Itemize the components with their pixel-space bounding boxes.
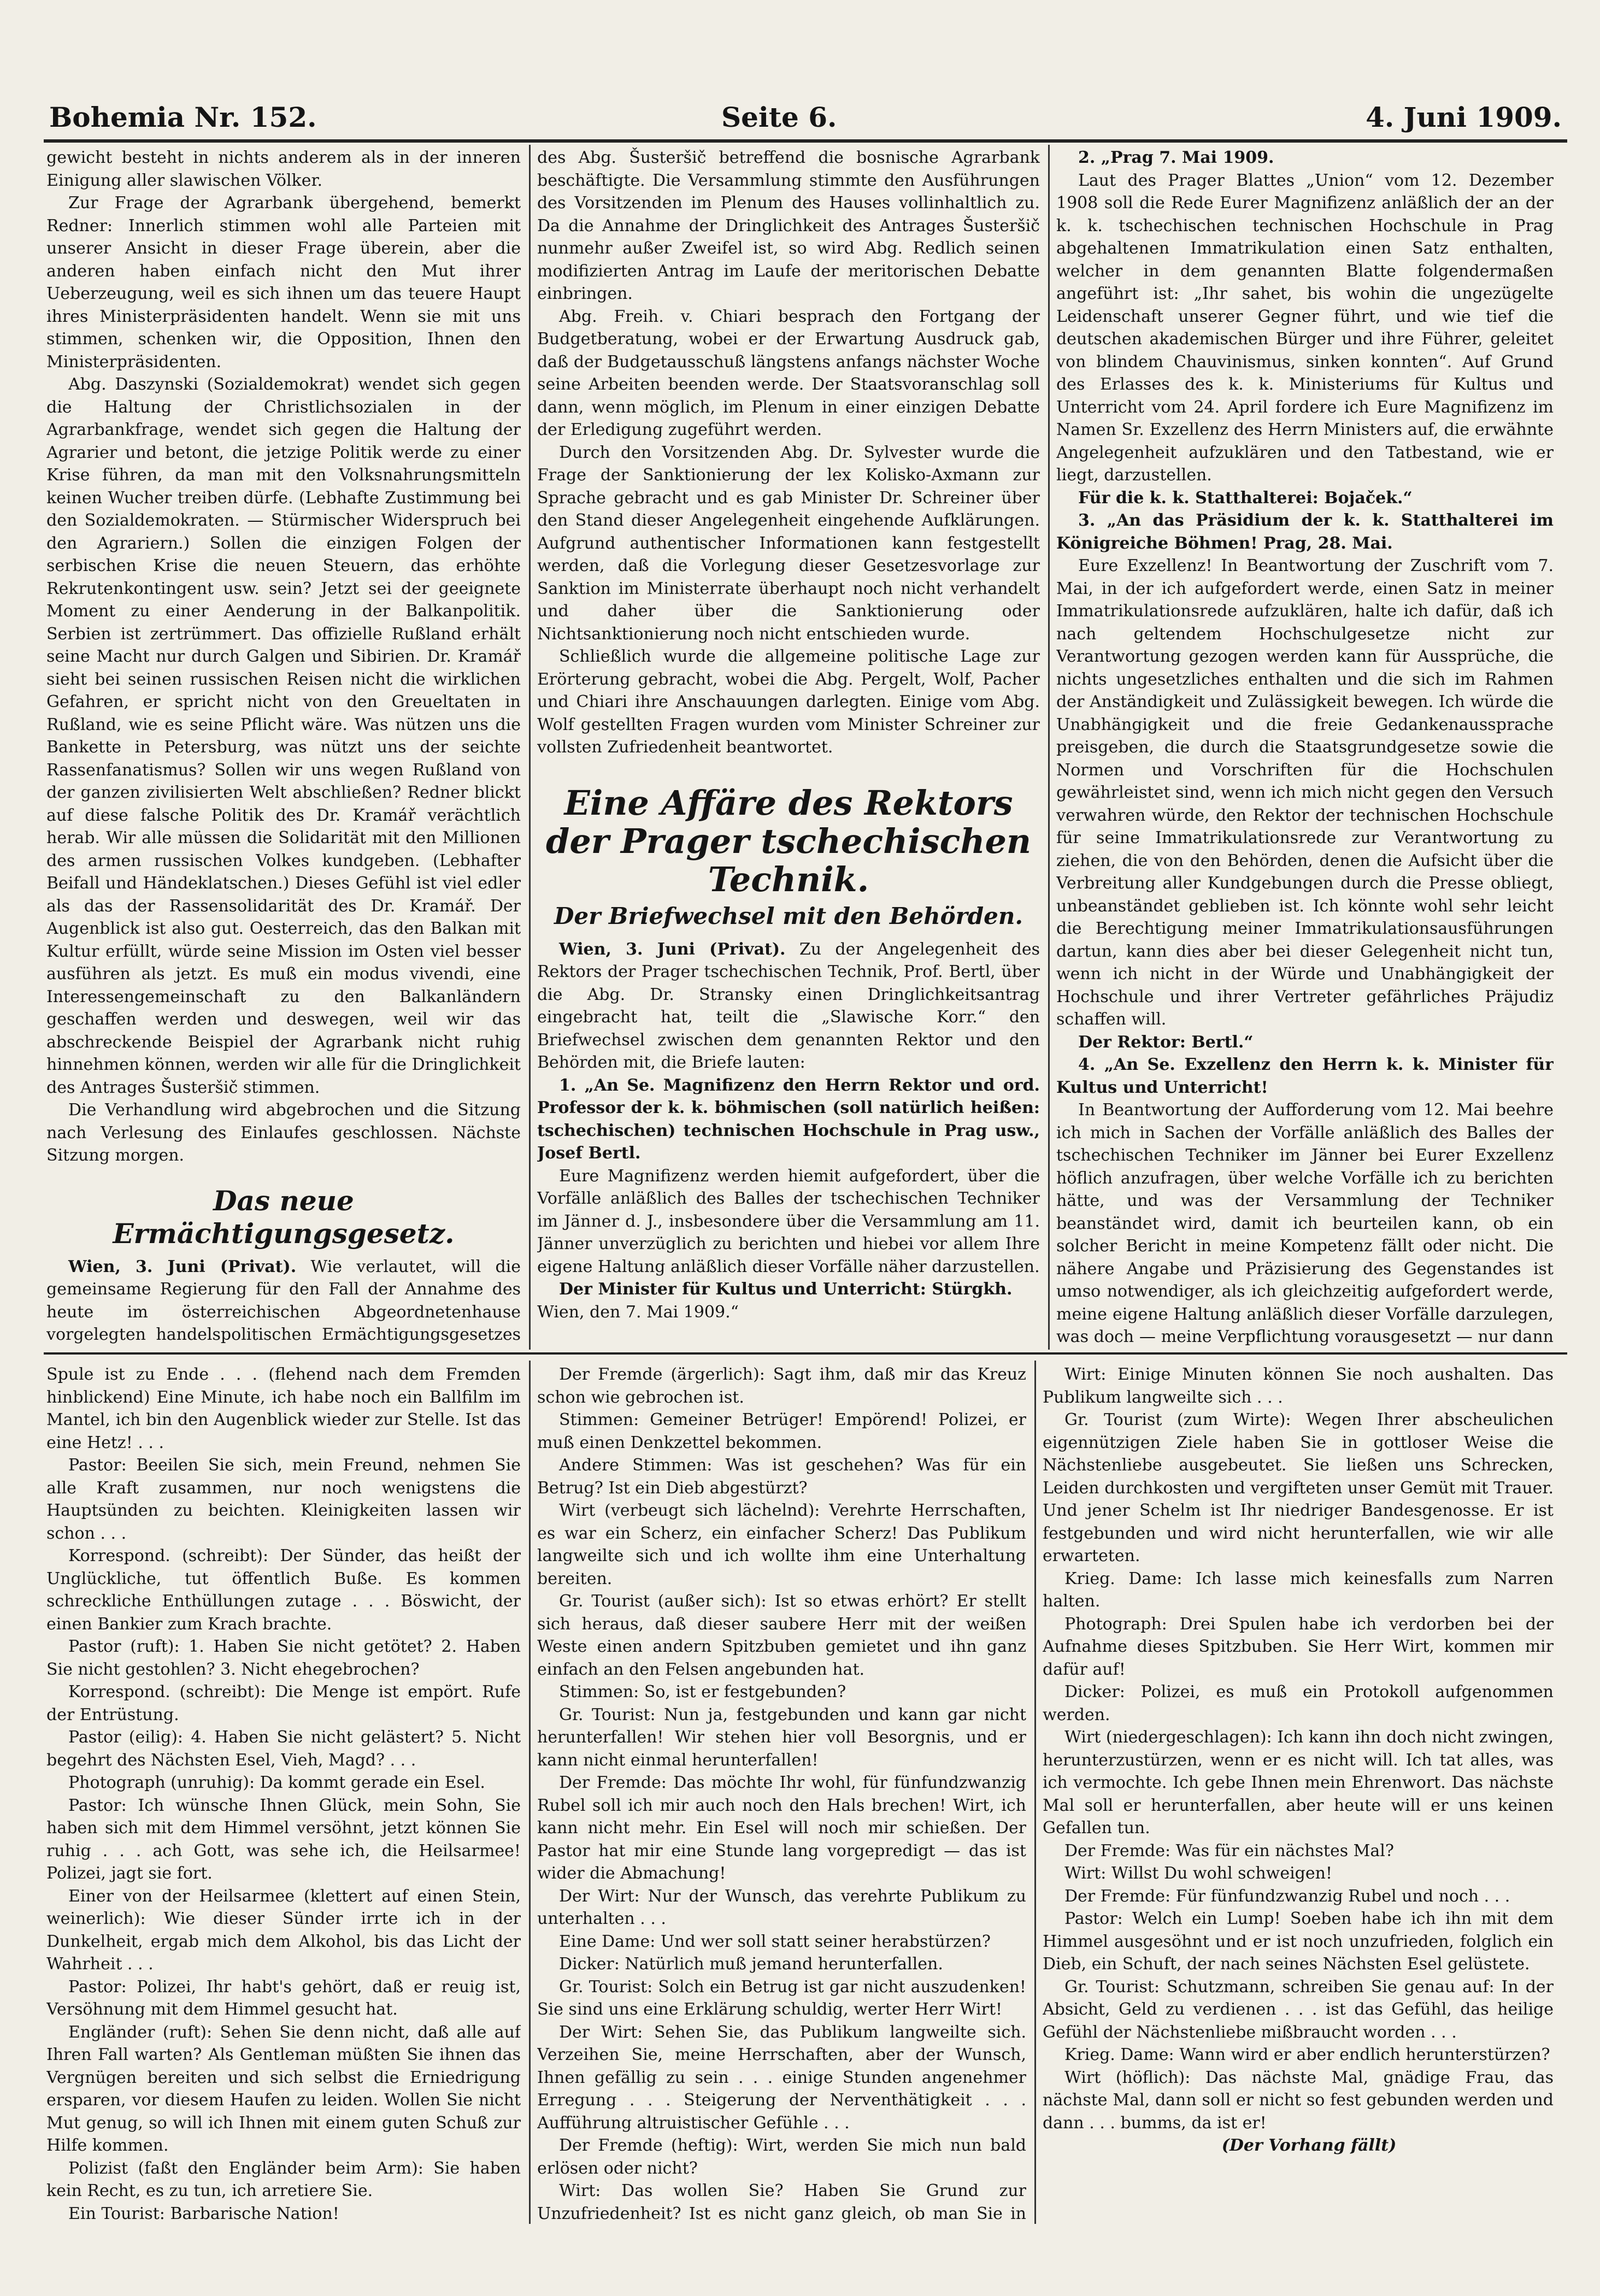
letter-heading: 2. „Prag 7. Mai 1909. xyxy=(1078,148,1274,167)
dialogue-line xyxy=(46,2225,521,2227)
dialogue-line: Dicker: Polizei, es muß ein Protokoll aufgenommen werden. xyxy=(1043,1682,1554,1724)
page-header xyxy=(44,101,1567,139)
issue-date: 4. Juni 1909. xyxy=(1366,101,1562,133)
paragraph: Abg. Freih. v. Chiari besprach den Fortgang der Budgetberatung, wobei er der Erwartung Ausdruck gab, daß der Budgetausschuß längstens anfangs nächster Woche seine Arbeiten beenden werde. Der Staatsvoranschlag soll dann, wenn möglich, im Plenum in einer einzigen Debatte der Erledigung zugeführt werden. xyxy=(537,307,1040,439)
letter-signature: Der Rektor: Bertl.“ xyxy=(1078,1032,1254,1052)
dialogue-line: Korrespond. (schreibt): Die Menge ist empört. Rufe der Entrüstung. xyxy=(46,1682,521,1724)
letter-heading: 1. „An Se. Magnifizenz den Herrn Rektor und ord. Professor der k. k. böhmischen (soll natürlich heißen: tschechischen) technischen Hochschule in Prag usw., Josef Bertl. xyxy=(537,1075,1040,1163)
dialogue-line: Polizist (faßt den Engländer beim Arm): Sie haben kein Recht, es zu tun, ich arretiere Sie. xyxy=(46,2158,521,2200)
dialogue-line: Pastor (ruft): 1. Haben Sie nicht getötet? 2. Haben Sie nicht gestohlen? 3. Nicht ehegebrochen? xyxy=(46,1637,521,1679)
dialogue-line: Wirt: Das wollen Sie? Haben Sie Grund zur Unzufriedenheit? Ist es nicht ganz gleich, ob man Sie in xyxy=(537,2181,1026,2223)
dialogue-line: Ein Tourist: Barbarische Nation! xyxy=(68,2204,339,2223)
article-text: Zu der Angelegenheit des Rektors der Prager tschechischen Technik, Prof. Bertl, über die Abg. Dr. Stransky einen Dringlichkeitsantrag eingebracht hat, teilt die „Slawische Korr.“ den Briefwechsel zwischen dem genannten Rektor und den Behörden mit, die Briefe lauten: xyxy=(537,939,1040,1072)
dialogue-line: Spule ist zu Ende . . . (flehend nach dem Fremden hinblickend) Eine Minute, ich habe noch ein Ballfilm im Mantel, ich bin den Augenblick wieder zur Stelle. Ist das eine Hetz! . . . xyxy=(46,1365,521,1452)
dialogue-line: Krieg. Dame: Wann wird er aber endlich herunterstürzen? xyxy=(1064,2045,1550,2064)
bottom-column-1 xyxy=(46,1363,521,2227)
paragraph: gewicht besteht in nichts anderem als in der inneren Einigung aller slawischen Völker. xyxy=(46,148,521,190)
page-number: Seite 6. xyxy=(721,101,837,133)
dialogue-line: Stimmen: So, ist er festgebunden? xyxy=(559,1682,846,1702)
bottom-column-3 xyxy=(1043,1363,1554,2227)
article-subheadline: Der Briefwechsel mit den Behörden. xyxy=(554,902,1023,929)
dialogue-line: Wirt: Einige Minuten können Sie noch aushalten. Das Publikum langweilte sich . . . xyxy=(1043,1365,1554,1407)
dateline: Wien, 3. Juni (Privat). xyxy=(559,939,786,959)
top-column-2 xyxy=(537,146,1040,1349)
feuilleton-rule xyxy=(44,1352,1567,1355)
dialogue-line: Gr. Tourist: Nun ja, festgebunden und kann gar nicht herunterfallen! Wir stehen hier voll Besorgnis, und er kann nicht einmal herunterfallen! xyxy=(537,1705,1026,1770)
dialogue-line: Der Fremde: Was für ein nächstes Mal? xyxy=(1064,1841,1394,1861)
paragraph: Abg. Daszynski (Sozialdemokrat) wendet sich gegen die Haltung der Christlichsozialen in der Agrarbankfrage, wendet sich gegen die Haltung der Agrarier und betont, die jetzige Politik werde zu einer Krise führen, da man mit den Volksnahrungsmitteln keinen Wucher treiben dürfe. (Lebhafte Zustimmung bei den Sozialdemokraten. — Stürmischer Widerspruch bei den Agrariern.) Sollen die einzigen Folgen der serbischen Krise die neuen Steuern, das erhöhte Rekrutenkontingent usw. sein? Jetzt sei der geeignete Moment zu einer Aenderung in der Balkanpolitik. Serbien ist zertrümmert. Das offizielle Rußland erhält seine Macht nur durch Galgen und Sibirien. Dr. Kramář sieht bei seinen russischen Reisen nicht die wirklichen Gefahren, er spricht nicht von den Greueltaten in Rußland, wie es seine Pflicht wäre. Was nützen uns die Bankette in Petersburg, was nützt uns der seichte Rassenfanatismus? Sollen wir uns wegen Rußland von der ganzen zivilisierten Welt abschließen? Redner blickt auf diese falsche Politik des Dr. Kramář verächtlich herab. Wir alle müssen die Solidarität mit den Millionen des armen russischen Volkes kundgeben. (Lebhafter Beifall und Händeklatschen.) Dieses Gefühl ist viel edler als das der Rassensolidarität des Dr. Kramář. Der Augenblick ist also gut. Oesterreich, das den Balkan mit Kultur erfüllt, würde seine Mission im Osten viel besser ausführen als jetzt. Es muß ein modus vivendi, eine Interessengemeinschaft zu den Balkanländern geschaffen werden und deswegen, weil wir das abschreckende Beispiel der Agrarbank nicht ruhig hinnehmen können, werden wir alle für die Dringlichkeit des Antrages Šusteršič stimmen. xyxy=(46,375,521,1097)
bottom-column-2 xyxy=(537,1363,1026,2227)
dialogue-line: Wirt (verbeugt sich lächelnd): Verehrte Herrschaften, es war ein Scherz, ein einfacher Scherz! Das Publikum langweilte sich und ich wollte ihm eine Unterhaltung bereiten. xyxy=(537,1501,1026,1588)
letter-body: Laut des Prager Blattes „Union“ vom 12. Dezember 1908 soll die Rede Eurer Magnifizenz anläßlich der an der k. k. tschechischen technischen Hochschule in Prag abgehaltenen Immatrikulation einen Satz enthalten, welcher in dem genannten Blatte folgendermaßen angeführt ist: „Ihr sahet, bis wohin die ungezügelte Leidenschaft unserer Gegner führt, und wie tief die deutschen akademischen Bürger und ihre Führer, geleitet von blindem Chauvinismus, sinken konnten“. Auf Grund des Erlasses des k. k. Ministeriums für Kultus und Unterricht vom 24. April fordere ich Eure Magnifizenz im Namen Sr. Exzellenz des Herrn Ministers auf, die erwähnte Angelegenheit aufzuklären und den Tatbestand, wie er liegt, darzustellen. xyxy=(1056,170,1554,485)
paragraph: Schließlich wurde die allgemeine politische Lage zur Erörterung gebracht, wobei die Abg. Pergelt, Wolf, Pacher und Chiari ihre Anschauungen darlegten. Einige vom Abg. Wolf gestellten Fragen wurden vom Minister Schreiner zur vollsten Zufriedenheit beantwortet. xyxy=(537,647,1040,757)
letter-body: In Beantwortung der Aufforderung vom 12. Mai beehre ich mich in Sachen der Vorfälle anläßlich des Balles der tschechischen Techniker im Jänner bei Eurer Exzellenz höflich anzufragen, über welche Vorfälle ich zu berichten hätte, und was der Versammlung der Techniker beanständet wird, damit ich beurteilen kann, ob ein solcher Bericht in meine Kompetenz fällt oder nicht. Die nähere Angabe und Präzisierung des Gegenstandes ist umso notwendiger, als ich gleichzeitig aufgefordert werde, meine eigene Haltung anläßlich dieser Vorfälle darzulegen, was doch — meine Verpflichtung vorausgesetzt — nur dann xyxy=(1056,1100,1554,1346)
top-column-3 xyxy=(1056,146,1554,1349)
column-rule-4 xyxy=(1034,1361,1036,2224)
dialogue-line: Stimmen: Gemeiner Betrüger! Empörend! Polizei, er muß einen Denkzettel bekommen. xyxy=(537,1410,1026,1452)
letter-heading: 3. „An das Präsidium der k. k. Statthalterei im Königreiche Böhmen! Prag, 28. Mai. xyxy=(1056,511,1554,553)
dialogue-line: Wirt (niedergeschlagen): Ich kann ihn doch nicht zwingen, herunterzustürzen, wenn er es nicht will. Ich tat alles, was ich vermochte. Ich gebe Ihnen mein Ehrenwort. Das nächste Mal soll er herunterfallen, aber heute will er uns keinen Gefallen tun. xyxy=(1043,1728,1554,1838)
dialogue-line: Engländer (ruft): Sehen Sie denn nicht, daß alle auf Ihren Fall warten? Als Gentleman müßten Sie ihnen das Vergnügen bereiten und sich selbst die Erniedrigung ersparen, vor diesem Haufen zu leiden. Wollen Sie nicht Mut genug, so will ich Ihnen mit einem guten Schuß zur Hilfe kommen. xyxy=(46,2022,521,2155)
paragraph: Die Verhandlung wird abgebrochen und die Sitzung nach Verlesung des Einlaufes geschlossen. Nächste Sitzung morgen. xyxy=(46,1100,521,1165)
column-rule-3 xyxy=(529,1361,531,2224)
letter-body: Eure Exzellenz! In Beantwortung der Zuschrift vom 7. Mai, in der ich aufgefordert werde, einen Satz in meiner Immatrikulationsrede aufzuklären, halte ich dafür, daß ich nach geltendem Hochschulgesetze nicht zur Verantwortung gezogen werden kann für Aussprüche, die nichts ungesetzliches enthalten und die sich im Rahmen der Anständigkeit und Zulässigkeit bewegen. Ich würde die Unabhängigkeit und die freie Gedankenaussprache preisgeben, die durch die Staatsgrundgesetze sowie die Normen und Vorschriften für die Hochschulen gewährleistet sind, wenn ich mich nicht gegen den Versuch verwahren würde, den Rektor der technischen Hochschule für seine Immatrikulationsrede zur Verantwortung zu ziehen, die von den Behörden, denen die Aufsicht über die Verbreitung aller Kundgebungen durch die Presse obliegt, unbeanständet geblieben ist. Ich könnte wohl sehr leicht die Berechtigung meiner Immatrikulationsausführungen dartun, kann dies aber bei dieser Gelegenheit nicht tun, wenn ich nicht in der Würde und Unabhängigkeit der Hochschule und ihrer Vertreter gefährliches Präjudiz schaffen will. xyxy=(1056,556,1554,1029)
dateline: Wien, 3. Juni (Privat). xyxy=(68,1257,297,1276)
letter-signature: Für die k. k. Statthalterei: Bojaček.“ xyxy=(1078,488,1413,508)
letter-date: Wien, den 7. Mai 1909.“ xyxy=(537,1302,739,1322)
paragraph: Zur Frage der Agrarbank übergehend, bemerkt Redner: Innerlich stimmen wohl alle Parteien mit unserer Ansicht in dieser Frage überein, aber die anderen haben einfach nicht den Mut ihrer Ueberzeugung, weil es sich ihnen um das teuere Haupt ihres Ministerpräsidenten handelt. Wenn sie mit uns stimmen, schenken wir, die Opposition, Ihnen den Ministerpräsidenten. xyxy=(46,193,521,372)
dialogue-line: Andere Stimmen: Was ist geschehen? Was für ein Betrug? Ist ein Dieb abgestürzt? xyxy=(537,1456,1026,1498)
dialogue-line: Krieg. Dame: Ich lasse mich keinesfalls zum Narren halten. xyxy=(1043,1569,1554,1611)
header-rule xyxy=(44,139,1567,143)
dialogue-line: Dicker: Natürlich muß jemand herunterfallen. xyxy=(559,1954,943,1974)
article-text: Wie verlautet, will die gemeinsame Regierung für den Fall der Annahme des heute im österreichischen Abgeordnetenhause vorgelegten handelspolitischen Ermächtigungsgesetzes xyxy=(46,1257,521,1344)
dialogue-line: Pastor: Beeilen Sie sich, mein Freund, nehmen Sie alle Kraft zusammen, nur noch wenigstens die Hauptsünden zu beichten. Kleinigkeiten lassen wir schon . . . xyxy=(46,1456,521,1543)
curtain-note: (Der Vorhang fällt) xyxy=(1221,2136,1397,2155)
dialogue-line: Pastor: Welch ein Lump! Soeben habe ich ihn mit dem Himmel ausgesöhnt und er ist noch unzufrieden, folglich ein Dieb, ein Schuft, der nach seines Nächsten Esel gelüstete. xyxy=(1043,1909,1554,1974)
paper-issue: Bohemia Nr. 152. xyxy=(49,101,317,133)
dialogue-line: Der Fremde (ärgerlich): Sagt ihm, daß mir das Kreuz schon wie gebrochen ist. xyxy=(537,1365,1026,1407)
article-title-ermaechtigung: Das neue Ermächtigungsgesetz. xyxy=(113,1184,455,1250)
dialogue-line: Gr. Tourist (außer sich): Ist so etwas erhört? Er stellt sich heraus, daß dieser saubere Herr mit der weißen Weste einen andern Spitzbuben gemietet und ihn ganz einfach an den Felsen angebunden hat. xyxy=(537,1592,1026,1679)
dialogue-line: Einer von der Heilsarmee (klettert auf einen Stein, weinerlich): Wie dieser Sünder irrte ich in der Dunkelheit, ergab mich dem Alkohol, bis das Licht der Wahrheit . . . xyxy=(46,1886,521,1974)
paragraph: des Abg. Šusteršič betreffend die bosnische Agrarbank beschäftigte. Die Versammlung stimmte den Ausführungen des Vorsitzenden im Plenum des Hauses vollinhaltlich zu. Da die Annahme der Dringlichkeit des Antrages Šusteršič nunmehr außer Zweifel ist, so wird Abg. Redlich seinen modifizierten Antrag im Laufe der meritorischen Debatte einbringen. xyxy=(537,148,1040,303)
article-headline: Eine Affäre des Rektors der Prager tschechischen Technik. xyxy=(545,782,1031,899)
column-rule-2 xyxy=(1048,145,1050,1350)
dialogue-line: Der Wirt: Nur der Wunsch, das verehrte Publikum zu unterhalten . . . xyxy=(537,1886,1026,1928)
dialogue-line: Der Fremde: Das möchte Ihr wohl, für fünfundzwanzig Rubel soll ich mir auch noch den Hals brechen! Wirt, ich kann nicht mehr. Ein Esel will noch mir schießen. Der Pastor hat mir eine Stunde lang vorgepredigt — das ist wider die Abmachung! xyxy=(537,1773,1026,1883)
dialogue-line: Der Fremde: Für fünfundzwanzig Rubel und noch . . . xyxy=(1064,1886,1510,1906)
dialogue-line: Pastor: Polizei, Ihr habt's gehört, daß er reuig ist, Versöhnung mit dem Himmel gesucht hat. xyxy=(46,1977,521,2019)
paragraph: Durch den Vorsitzenden Abg. Dr. Sylvester wurde die Frage der Sanktionierung der lex Kolisko-Axmann zur Sprache gebracht und es gab Minister Dr. Schreiner über den Stand dieser Angelegenheit eingehende Aufklärungen. Aufgrund authentischer Informationen kann festgestellt werden, daß die Vorlegung dieser Gesetzesvorlage zur Sanktion im Ministerrate überhaupt noch nicht verhandelt und daher über die Sanktionierung oder Nichtsanktionierung noch nicht entschieden wurde. xyxy=(537,443,1040,644)
letter-body: Eure Magnifizenz werden hiemit aufgefordert, über die Vorfälle anläßlich des Balles der tschechischen Techniker im Jänner d. J., insbesondere über die Versammlung am 11. Jänner unverzüglich zu berichten und hiebei vor allem Ihre eigene Haltung anläßlich dieser Vorfälle näher darzustellen. xyxy=(537,1166,1040,1276)
dialogue-line: Gr. Tourist: Schutzmann, schreiben Sie genau auf: In der Absicht, Geld zu verdienen . . . ist das Gefühl, das heilige Gefühl der Nächstenliebe mißbraucht worden . . . xyxy=(1043,1977,1554,2042)
dialogue-line: Der Wirt: Sehen Sie, das Publikum langweilte sich. Verzeihen Sie, meine Herrschaften, aber der Wunsch, Ihnen gefällig zu sein . . . einige Stunden angenehmer Erregung . . . Steigerung der Nerventhätigkeit . . . Aufführung altruistischer Gefühle . . . xyxy=(537,2022,1026,2133)
dialogue-line: Wirt: Willst Du wohl schweigen! xyxy=(1064,1864,1333,1883)
dialogue-line: Der Fremde (heftig): Wirt, werden Sie mich nun bald erlösen oder nicht? xyxy=(537,2136,1026,2178)
top-column-1 xyxy=(46,146,521,1349)
dialogue-line: Photograph (unruhig): Da kommt gerade ein Esel. xyxy=(68,1773,485,1792)
dialogue-line: Gr. Tourist (zum Wirte): Wegen Ihrer abscheulichen eigennützigen Ziele haben Sie in gottloser Weise die Nächstenliebe ausgebeutet. Sie ließen uns Schrecken, Leiden durchkosten und vergifteten unser Gemüt mit Trauer. Und jener Schelm ist Ihr niedriger Bandesgenosse. Er ist festgebunden und wird nicht herunterfallen, wie wir alle erwarteten. xyxy=(1043,1410,1554,1565)
dialogue-line: Wirt (höflich): Das nächste Mal, gnädige Frau, das nächste Mal, dann soll er nicht so fest gebunden werden und dann . . . bumms, da ist er! xyxy=(1043,2068,1554,2133)
letter-signature: Der Minister für Kultus und Unterricht: Stürgkh. xyxy=(559,1280,1013,1299)
dialogue-line: Korrespond. (schreibt): Der Sünder, das heißt der Unglückliche, tut öffentlich Buße. Es kommen schreckliche Enthüllungen zutage . . . Böswicht, der einen Bankier zum Krach brachte. xyxy=(46,1546,521,1634)
letter-heading: 4. „An Se. Exzellenz den Herrn k. k. Minister für Kultus und Unterricht! xyxy=(1056,1055,1554,1097)
dialogue-line: Pastor (eilig): 4. Haben Sie nicht gelästert? 5. Nicht begehrt des Nächsten Esel, Vieh, Magd? . . . xyxy=(46,1728,521,1770)
dialogue-line: Photograph: Drei Spulen habe ich verdorben bei der Aufnahme dieses Spitzbuben. Sie Herr Wirt, kommen mir dafür auf! xyxy=(1043,1614,1554,1679)
dialogue-line: Eine Dame: Und wer soll statt seiner herabstürzen? xyxy=(559,1932,991,1951)
dialogue-line: Gr. Tourist: Solch ein Betrug ist gar nicht auszudenken! Sie sind uns eine Erklärung schuldig, werter Herr Wirt! xyxy=(537,1977,1026,2019)
column-rule-1 xyxy=(529,145,531,1350)
dialogue-line: Pastor: Ich wünsche Ihnen Glück, mein Sohn, Sie haben sich mit dem Himmel versöhnt, jetzt können Sie ruhig . . . ach Gott, was sehe ich, die Heilsarmee! Polizei, jagt sie fort. xyxy=(46,1795,521,1883)
